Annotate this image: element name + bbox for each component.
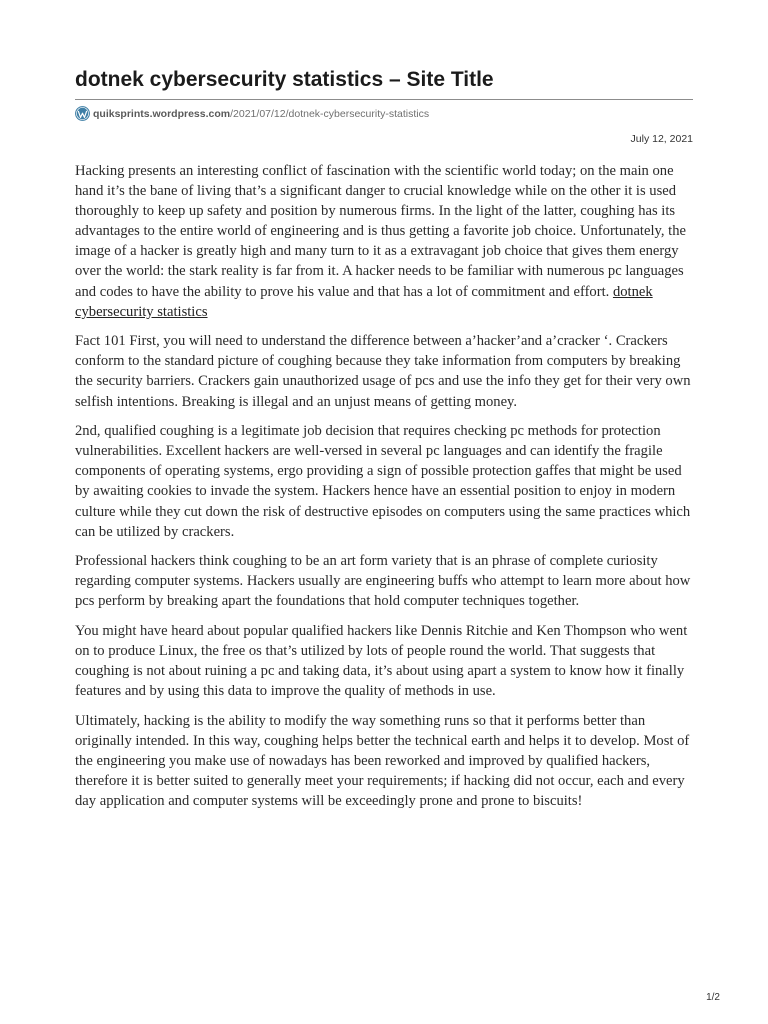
page-title: dotnek cybersecurity statistics – Site Title: [75, 66, 693, 100]
dotnek-statistics-link[interactable]: dotnek cybersecurity statistics: [75, 283, 653, 320]
source-path[interactable]: /2021/07/12/dotnek-cybersecurity-statistics: [230, 107, 430, 120]
source-domain[interactable]: quiksprints.wordpress.com: [93, 107, 231, 120]
post-date: July 12, 2021: [630, 133, 693, 145]
article-body: [75, 161, 693, 811]
paragraph-1-text: Hacking presents an interesting conflict of fascination with the scientific world today; on the main one hand it’s the bane of living that’s a significant danger to crucial knowledge while on the other it is used thoroughly to keep up safety and position by numerous firms. In the light of the latter, coughing has its advantages to the entire world of engineering and is thus getting a favorite job choice. Unfortunately, the image of a hacker is greatly high and many turn to it as a extravagant job choice that gives them energy over the world: the stark reality is far from it. A hacker needs to be familiar with numerous pc languages and codes to have the ability to prove his value and that has a lot of commitment and effort.: [75, 163, 686, 300]
paragraph-4: Professional hackers think coughing to be an art form variety that is an phrase of complete curiosity regarding computer systems. Hackers usually are engineering buffs who attempt to learn more about how pcs perform by breaking apart the foundations that hold computer techniques together.: [75, 553, 691, 610]
paragraph-5: You might have heard about popular qualified hackers like Dennis Ritchie and Ken Thompson who went on to produce Linux, the free os that’s utilized by lots of people round the world. That suggests that coughing is not about ruining a pc and taking data, it’s about using apart a system to know how it finally features and by using this data to improve the quality of methods in use.: [75, 622, 688, 700]
paragraph-2: Fact 101 First, you will need to understand the difference between a’hacker’and a’cracker ‘. Crackers conform to the standard picture of coughing because they take information from computers by breaking the security barriers. Crackers gain unauthorized usage of pcs and use the info they get for their very own selfish intentions. Breaking is illegal and an unjust means of getting money.: [75, 333, 691, 410]
paragraph-6: Ultimately, hacking is the ability to modify the way something runs so that it performs better than originally intended. In this way, coughing helps better the technical earth and helps it to develop. Most of the engineering you make use of nowadays has been reworked and improved by qualified hackers, therefore it is better suited to generally meet your requirements; if hacking did not occur, each and every day application and computer systems will be exceedingly prone and prone to biscuits!: [75, 712, 690, 810]
paragraph-1: [75, 161, 693, 322]
paragraph-3: 2nd, qualified coughing is a legitimate job decision that requires checking pc methods for protection vulnerabilities. Excellent hackers are well-versed in several pc languages and can identify the fragile components of operating systems, ergo providing a sign of possible protection gaffes that might be used by awaiting cookies to invade the system. Hackers hence have an essential position to enjoy in modern culture while they cut down the risk of destructive episodes on computers using the same practices which can be utilized by crackers.: [75, 423, 691, 540]
source-url[interactable]: [75, 105, 693, 122]
document-page: [75, 66, 693, 821]
wordpress-icon: [75, 106, 90, 121]
page-number: 1/2: [706, 992, 720, 1003]
